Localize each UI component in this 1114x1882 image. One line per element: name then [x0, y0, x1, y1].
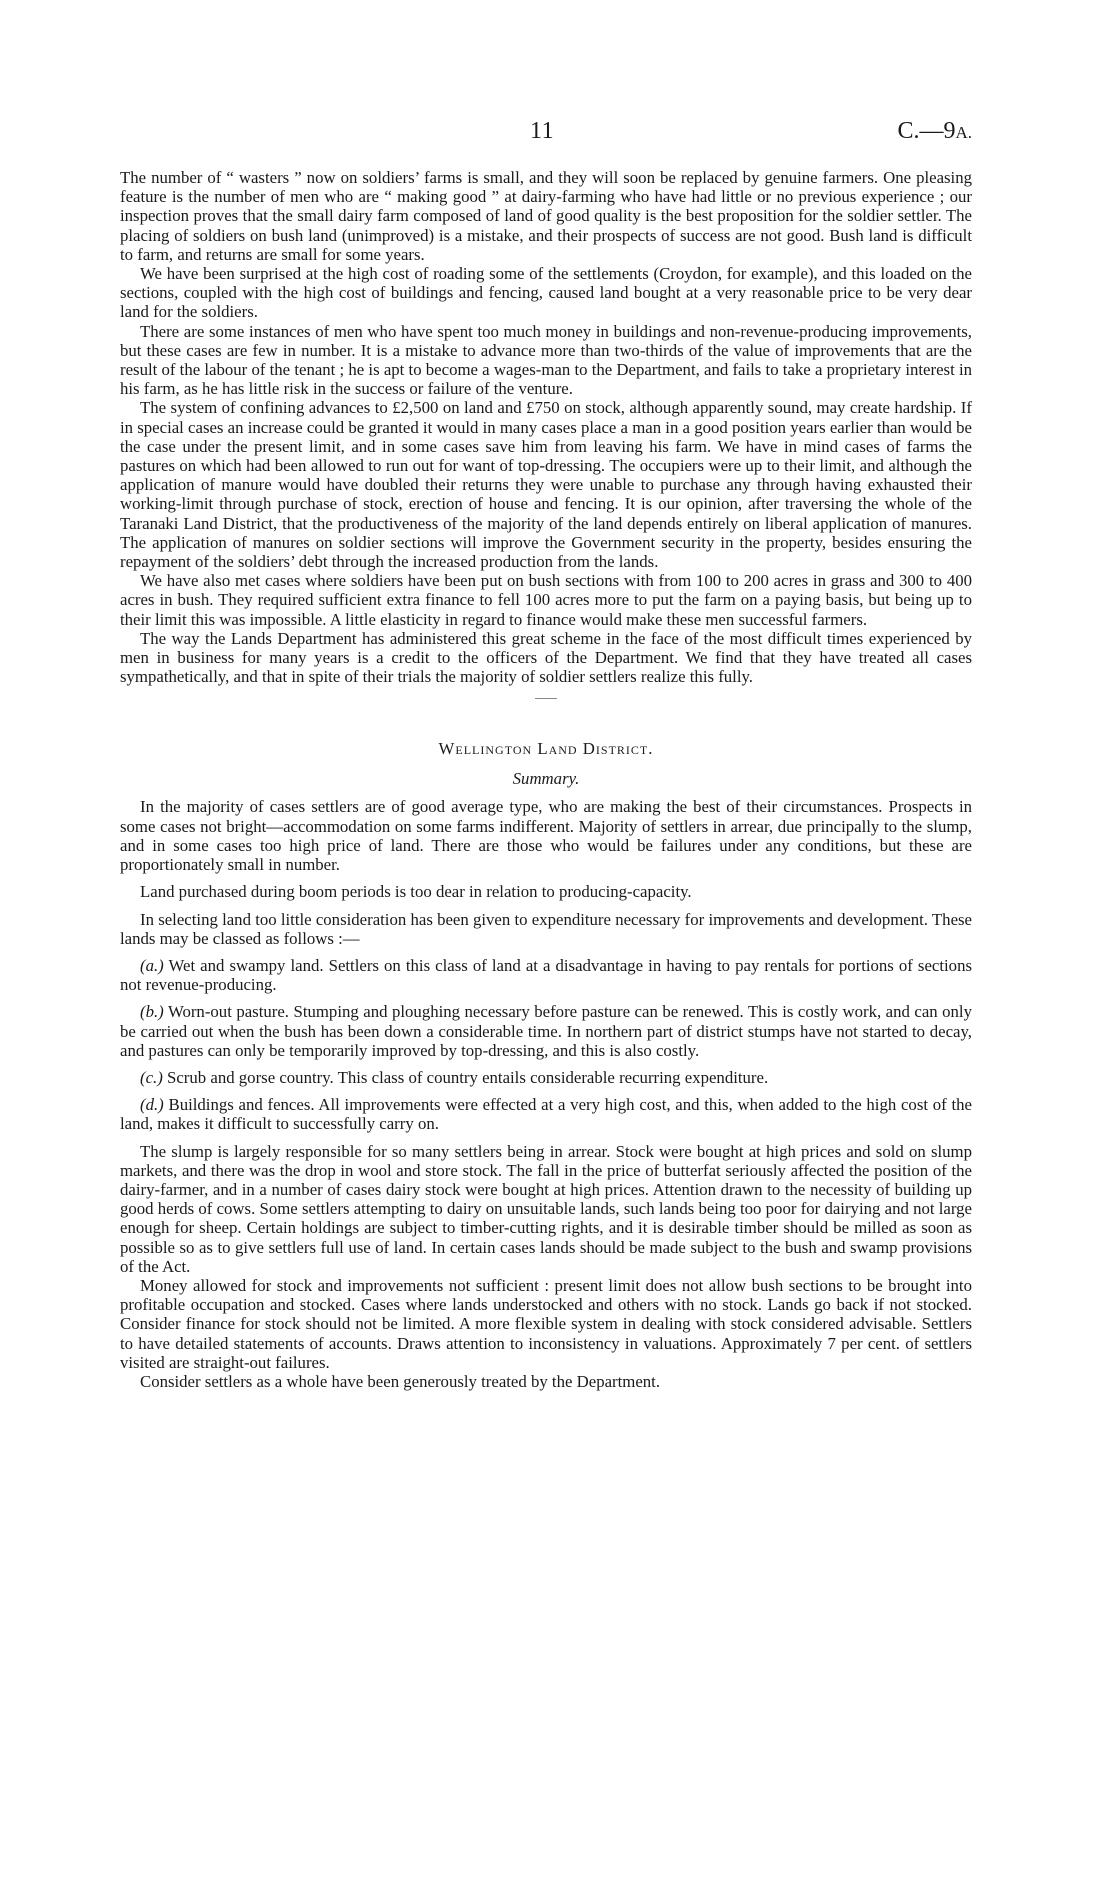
list-item-label: (a.): [140, 955, 164, 975]
document-reference-suffix: A.: [955, 123, 972, 142]
paragraph: In the majority of cases settlers are of good average type, who are making the best of their circumstances. Prospects in some cases not bright—accommodation on some farms indifferent. Majority of settlers in arrear, due principally to the slump, and in some cases too high price of land. There are those who would be failures under any conditions, but these are proportionately small in number.: [120, 797, 972, 875]
wellington-section: [120, 739, 972, 1391]
paragraph: We have also met cases where soldiers have been put on bush sections with from 100 to 200 acres in grass and 300 to 400 acres in bush. They required sufficient extra finance to fell 100 acres more to put the farm on a paying basis, but being up to their limit this was impossible. A little elasticity in regard to finance would make these men successful farmers.: [120, 571, 972, 629]
paragraph: In selecting land too little consideration has been given to expenditure necessary for improvements and development. These lands may be classed as follows :—: [120, 909, 972, 948]
document-page: [120, 118, 972, 1391]
list-item: [120, 1068, 972, 1087]
paragraph: The number of “ wasters ” now on soldiers’ farms is small, and they will soon be replaced by genuine farmers. One pleasing feature is the number of men who are “ making good ” at dairy-farming who have had little or no previous experience ; our inspection proves that the small dairy farm composed of land of good quality is the best proposition for the soldier settler. The placing of soldiers on bush land (unimproved) is a mistake, and their prospects of success are not good. Bush land is difficult to farm, and returns are small for some years.: [120, 168, 972, 264]
page-number: 11: [530, 118, 555, 144]
list-item-label: (b.): [140, 1002, 164, 1022]
paragraph: The way the Lands Department has administered this great scheme in the face of the most difficult times experienced by men in business for many years is a credit to the officers of the Department. We find that they have treated all cases sympathetically, and that in spite of their trials the majority of soldier settlers realize this fully.: [120, 628, 972, 687]
page-header: [120, 118, 972, 158]
section-title: Wellington Land District.: [438, 739, 654, 759]
list-item-text: Buildings and fences. All improvements were effected at a very high cost, and this, when added to the high cost of the land, makes it difficult to successfully carry on.: [120, 1095, 972, 1134]
list-item-label: (c.): [140, 1067, 163, 1087]
paragraph: Land purchased during boom periods is too dear in relation to producing-capacity.: [140, 882, 692, 902]
list-item-text: Worn-out pasture. Stumping and ploughing necessary before pasture can be renewed. This is costly work, and can only be carried out when the bush has been down a considerable time. In northern part of district stumps have not started to decay, and pastures can only be temporarily improved by top-dressing, and this is also costly.: [120, 1002, 972, 1060]
list-item-text: Wet and swampy land. Settlers on this class of land at a disadvantage in having to pay rentals for portions of sections not revenue-producing.: [120, 955, 972, 995]
section-divider: [535, 698, 557, 699]
paragraph: There are some instances of men who have spent too much money in buildings and non-revenue-producing improvements, but these cases are few in number. It is a mistake to advance more than two-thirds of the value of improvements that are the result of the labour of the tenant ; he is apt to become a wages-man to the Department, and fails to take a proprietary interest in his farm, as he has little risk in the success or failure of the venture.: [120, 321, 972, 399]
paragraph: The slump is largely responsible for so many settlers being in arrear. Stock were bought at high prices and sold on slump markets, and there was the drop in wool and store stock. The fall in the price of butterfat seriously affected the position of the dairy-farmer, and in a number of cases dairy stock were bought at high prices. Attention drawn to the necessity of building up good herds of cows. Some settlers attempting to dairy on unsuitable lands, such lands being too poor for dairying and not large enough for sheep. Certain holdings are subject to timber-cutting rights, and it is desirable timber should be milled as soon as possible so as to give settlers full use of land. In certain cases lands should be made subject to the bush and swamp provisions of the Act.: [120, 1141, 972, 1276]
paragraph: We have been surprised at the high cost of roading some of the settlements (Croydon, for example), and this loaded on the sections, coupled with the high cost of buildings and fencing, caused land bought at a very reasonable price to be very dear land for the soldiers.: [120, 264, 972, 322]
list-item-label: (d.): [140, 1095, 164, 1115]
taranaki-section: [120, 168, 972, 686]
document-reference-main: C.—9: [897, 118, 956, 144]
list-item: [120, 956, 972, 994]
paragraph: Consider settlers as a whole have been generously treated by the Department.: [140, 1371, 661, 1391]
list-item-text: Scrub and gorse country. This class of country entails considerable recurring expenditure.: [162, 1067, 769, 1087]
list-item: [120, 1002, 972, 1060]
section-subtitle: Summary.: [512, 769, 580, 789]
paragraph: The system of confining advances to £2,500 on land and £750 on stock, although apparently sound, may create hardship. If in special cases an increase could be granted it would in many cases place a man in a good position years earlier than would be the case under the present limit, and in some cases save him from leaving his farm. We have in mind cases of farms the pastures on which had been allowed to run out for want of top-dressing. The occupiers were up to their limit, and although the application of manure would have doubled their returns they were unable to purchase any through having exhausted their working-limit through purchase of stock, erection of house and fencing. It is our opinion, after traversing the whole of the Taranaki Land District, that the productiveness of the majority of the land depends entirely on liberal application of manures. The application of manures on soldier sections will improve the Government security in the property, besides ensuring the repayment of the soldiers’ debt through the increased production from the lands.: [120, 398, 972, 572]
list-item: [120, 1095, 972, 1133]
paragraph: Money allowed for stock and improvements not sufficient : present limit does not allow bush sections to be brought into profitable occupation and stocked. Cases where lands understocked and others with no stock. Lands go back if not stocked. Consider finance for stock should not be limited. A more flexible system in dealing with stock considered advisable. Settlers to have detailed statements of accounts. Draws attention to inconsistency in valuations. Approximately 7 per cent. of settlers visited are straight-out failures.: [120, 1275, 972, 1372]
document-reference: [897, 118, 972, 145]
